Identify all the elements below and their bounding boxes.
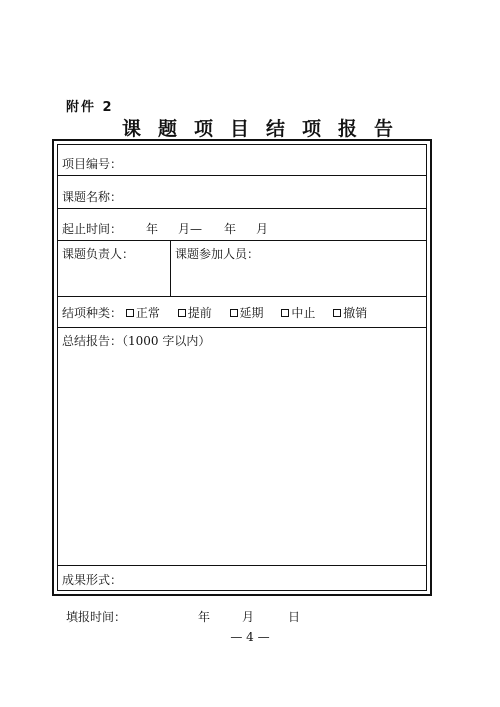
completion-type-row [58,297,426,328]
checkbox-normal[interactable] [126,309,134,317]
attachment-label: 附件 2 [66,100,114,115]
fill-date-month: 月 [242,610,255,624]
option-early[interactable] [178,304,212,321]
page-number: — 4 — [230,630,270,644]
checkbox-early[interactable] [178,309,186,317]
page-title: 课题项目结项报告 [122,118,411,140]
personnel-row [58,241,426,297]
result-form-label: 成果形式： [62,573,123,587]
option-revoked[interactable] [333,304,367,321]
project-name-row[interactable] [58,176,426,209]
leader-label: 课题负责人： [62,247,135,261]
project-number-label: 项目编号： [62,157,123,171]
option-suspended[interactable] [281,304,315,321]
option-normal-label: 正常 [135,306,160,320]
completion-type-label: 结项种类： [62,306,123,320]
report-form-inner [57,144,427,591]
period-year-end: 年 [224,222,237,236]
fill-date-line [66,608,301,625]
checkbox-suspended[interactable] [281,309,289,317]
option-delayed[interactable] [230,304,264,321]
option-suspended-label: 中止 [291,306,316,320]
summary-report-row[interactable] [58,328,426,566]
project-number-row[interactable] [58,145,426,176]
period-month-end: 月 [256,222,269,236]
fill-date-day: 日 [288,610,301,624]
fill-date-year: 年 [198,610,211,624]
period-label: 起止时间： [62,222,123,236]
checkbox-delayed[interactable] [230,309,238,317]
checkbox-revoked[interactable] [333,309,341,317]
completion-type-group [62,304,381,321]
period-row[interactable] [58,209,426,241]
members-label: 课题参加人员： [175,247,260,261]
personnel-divider [170,241,171,296]
option-normal[interactable] [126,304,160,321]
fill-date-label: 填报时间： [66,610,127,624]
report-form [52,139,432,596]
project-name-label: 课题名称： [62,190,123,204]
period-month-start: 月— [178,222,203,236]
option-revoked-label: 撤销 [343,306,368,320]
option-early-label: 提前 [187,306,212,320]
result-form-row[interactable] [58,566,426,594]
option-delayed-label: 延期 [239,306,264,320]
summary-report-label: 总结报告：（1000 字以内） [62,334,211,348]
period-year-start: 年 [146,222,159,236]
